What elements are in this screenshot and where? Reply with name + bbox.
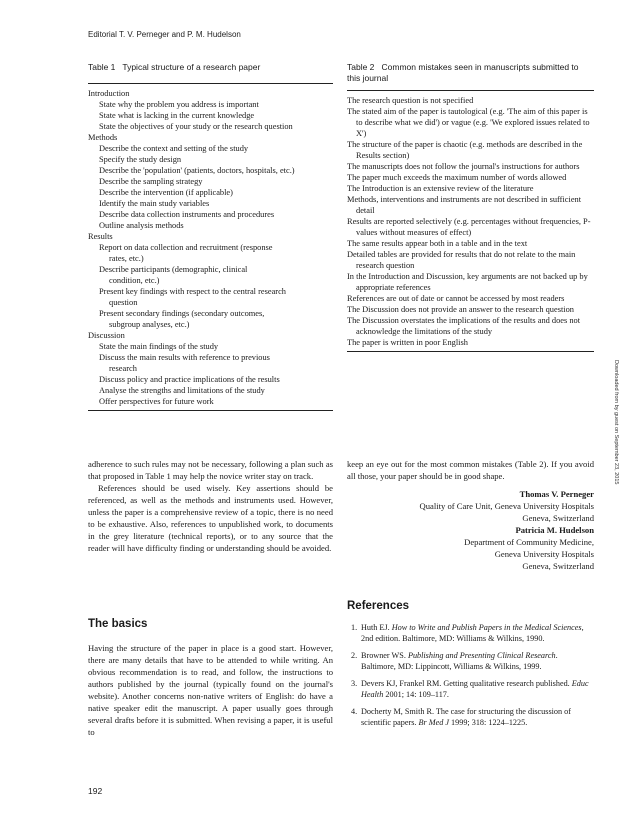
table-1-row-text: Present secondary findings (secondary outcomes, xyxy=(99,309,265,318)
table-1-item xyxy=(88,220,333,231)
author-name-1: Thomas V. Perneger xyxy=(519,489,594,499)
right-paragraph-1: keep an eye out for the most common mistakes (Table 2). If you avoid all those, your paper should be in good shape. xyxy=(347,459,594,481)
section-heading-references: References xyxy=(347,600,410,612)
reference-title: Publishing and Presenting Clinical Research xyxy=(407,651,556,660)
table-2-caption xyxy=(347,62,594,84)
table-1-row-continuation: research xyxy=(109,364,137,373)
author-affiliation-2c: Geneva, Switzerland xyxy=(522,561,594,571)
table-2-item: The stated aim of the paper is tautological (e.g. 'The aim of this paper is to describe what we did') or vague (e.g. 'We explored issues related to X') xyxy=(347,107,590,138)
table-1-row-text: Describe data collection instruments and procedures xyxy=(99,210,275,219)
table-1-section-heading xyxy=(88,88,333,99)
reference-title: Educ Health xyxy=(361,679,589,699)
table-1-item xyxy=(88,110,333,121)
the-basics-section xyxy=(88,618,333,738)
table-1-row-text: Present key findings with respect to the central research xyxy=(99,287,286,296)
table-1-row-continuation: subgroup analyses, etc.) xyxy=(109,320,190,329)
table-1-item xyxy=(88,198,333,209)
table-2-title: Common mistakes seen in manuscripts submitted to this journal xyxy=(347,62,579,83)
running-head: Editorial T. V. Perneger and P. M. Hudelson xyxy=(88,30,241,39)
table-1-row-text: State what is lacking in the current knowledge xyxy=(99,111,255,120)
table-2-item: The Discussion does not provide an answer to the research question xyxy=(347,305,574,314)
author-name-2: Patricia M. Hudelson xyxy=(515,525,594,535)
author-affiliation-2b: Geneva University Hospitals xyxy=(494,549,594,559)
references-list xyxy=(347,622,594,728)
table-1-caption xyxy=(88,62,333,73)
table-2-bottom-rule xyxy=(347,351,594,352)
reference-details: . Baltimore, MD: Lippincott, Williams & Wilkins, 1999. xyxy=(361,651,558,671)
table-1-row-text: Results xyxy=(88,232,113,241)
table-1-bottom-rule xyxy=(88,410,333,411)
table-2-item: The same results appear both in a table and in the text xyxy=(347,239,528,248)
reference-authors: Devers KJ, Frankel RM. Getting qualitative research published. xyxy=(361,679,572,688)
table-2-item: The paper much exceeds the maximum number of words allowed xyxy=(347,173,567,182)
table-1-row-text: Discussion xyxy=(88,331,125,340)
author-affiliation-2a: Department of Community Medicine, xyxy=(464,537,594,547)
table-1-row-text: State why the problem you address is important xyxy=(99,100,259,109)
table-2-item: References are out of date or cannot be accessed by most readers xyxy=(347,294,565,303)
table-1-row-text: Describe the context and setting of the study xyxy=(99,144,249,153)
table-1-item xyxy=(88,187,333,198)
table-1-row-text: Describe the 'population' (patients, doctors, hospitals, etc.) xyxy=(99,166,295,175)
table-1-row-continuation: question xyxy=(109,298,138,307)
reference-item xyxy=(347,622,594,644)
table-1-row-text: Discuss the main results with reference to previous xyxy=(99,353,270,362)
table-1-item xyxy=(88,176,333,187)
reference-number: 4. xyxy=(351,707,358,716)
table-1-row-text: Methods xyxy=(88,133,118,142)
reference-authors: Docherty M, Smith R. The case for structuring the discussion of scientific papers. xyxy=(361,707,571,727)
reference-item xyxy=(347,678,594,700)
author-affiliation-1b: Geneva, Switzerland xyxy=(522,513,594,523)
reference-authors: Browner WS. xyxy=(361,651,408,660)
page-number: 192 xyxy=(88,786,103,796)
table-1-item xyxy=(88,352,333,374)
table-1-section-heading xyxy=(88,132,333,143)
left-paragraph-1: adherence to such rules may not be necessary, following a plan such as that proposed in Table 1 may help the novice writer stay on track. xyxy=(88,459,333,481)
table-1-row-continuation: condition, etc.) xyxy=(109,276,160,285)
table-1-item xyxy=(88,99,333,110)
table-2-item: The manuscripts does not follow the journal's instructions for authors xyxy=(347,162,580,171)
table-2-item: The structure of the paper is chaotic (e.g. methods are described in the Results section) xyxy=(347,140,583,160)
reference-number: 3. xyxy=(351,679,358,688)
table-1-item xyxy=(88,286,333,308)
left-body xyxy=(88,458,333,554)
table-1-item xyxy=(88,165,333,176)
table-1-row-text: Discuss policy and practice implications of the results xyxy=(99,375,280,384)
table-2-item: The Discussion overstates the implications of the results and does not acknowledge the limitations of the study xyxy=(347,316,581,336)
table-1-row-continuation: rates, etc.) xyxy=(109,254,144,263)
table-1-row-text: Describe participants (demographic, clinical xyxy=(99,265,248,274)
table-1-item xyxy=(88,242,333,264)
reference-number: 2. xyxy=(351,651,358,660)
table-1-row-text: Introduction xyxy=(88,89,130,98)
table-1-row-text: Offer perspectives for future work xyxy=(99,397,214,406)
left-paragraph-2: References should be used wisely. Key assertions should be referenced, as well as the methods and instruments used. However, unless the paper is a comprehensive review of a topic, there is no need to be exhaustive. Also, references to unpublished work, to documents in the grey literature (technical reports), or to any source that the reader will have difficulty finding or understanding should be avoided. xyxy=(88,483,333,553)
table-1-row-text: Describe the intervention (if applicable) xyxy=(99,188,233,197)
table-2 xyxy=(347,62,594,352)
table-1-row-text: State the main findings of the study xyxy=(99,342,219,351)
table-1 xyxy=(88,62,333,411)
reference-item xyxy=(347,650,594,672)
table-1-item xyxy=(88,264,333,286)
table-2-item: The Introduction is an extensive review of the literature xyxy=(347,184,534,193)
reference-details: 2001; 14: 109–117. xyxy=(383,690,449,699)
table-2-item: Detailed tables are provided for results that do not relate to the main research question xyxy=(347,250,576,270)
table-1-item xyxy=(88,374,333,385)
table-2-item: In the Introduction and Discussion, key arguments are not backed up by appropriate references xyxy=(347,272,588,292)
table-2-body xyxy=(347,91,594,351)
table-2-label: Table 2 xyxy=(347,62,375,72)
table-2-item: The research question is not specified xyxy=(347,96,474,105)
table-1-item xyxy=(88,385,333,396)
table-1-row-text: Analyse the strengths and limitations of the study xyxy=(99,386,265,395)
reference-title: How to Write and Publish Papers in the Medical Sciences xyxy=(391,623,582,632)
reference-title: Br Med J xyxy=(418,718,449,727)
table-1-section-heading xyxy=(88,231,333,242)
table-1-label: Table 1 xyxy=(88,62,116,72)
reference-number: 1. xyxy=(351,623,358,632)
table-1-row-text: Describe the sampling strategy xyxy=(99,177,203,186)
download-watermark: Downloaded from by guest on September 23, 2015 xyxy=(613,360,619,485)
table-1-row-text: Report on data collection and recruitment (response xyxy=(99,243,273,252)
table-1-item xyxy=(88,209,333,220)
table-2-item: Methods, interventions and instruments are not described in sufficient detail xyxy=(347,195,582,215)
table-1-row-text: State the objectives of your study or the research question xyxy=(99,122,293,131)
reference-authors: Huth EJ. xyxy=(361,623,392,632)
section-heading-the-basics: The basics xyxy=(88,618,148,630)
table-1-item xyxy=(88,121,333,132)
right-body xyxy=(347,458,594,572)
table-1-row-text: Specify the study design xyxy=(99,155,182,164)
author-affiliation-1a: Quality of Care Unit, Geneva University Hospitals xyxy=(419,501,594,511)
table-1-item xyxy=(88,308,333,330)
reference-item xyxy=(347,706,594,728)
references-section xyxy=(347,600,594,734)
table-1-item xyxy=(88,341,333,352)
table-2-item: The paper is written in poor English xyxy=(347,338,468,347)
table-1-row-text: Outline analysis methods xyxy=(99,221,184,230)
table-1-item xyxy=(88,396,333,407)
left-paragraph-3: Having the structure of the paper in place is a good start. However, there are many details that have to be attended to while writing. An obvious recommendation is to read, and follow, the instructions to authors published by the journal (typically found on the journal's website). Another concerns non-native writers of English: do have a native speaker edit the manuscript. A paper usually goes through several drafts before it is submitted. When revising a paper, it is useful to xyxy=(88,643,333,737)
reference-details: , 2nd edition. Baltimore, MD: Williams & Wilkins, 1990. xyxy=(361,623,584,643)
author-signature xyxy=(347,488,594,572)
table-1-item xyxy=(88,154,333,165)
table-2-item: Results are reported selectively (e.g. percentages without frequencies, P-values without measures of effect) xyxy=(347,217,591,237)
table-1-title: Typical structure of a research paper xyxy=(122,62,261,72)
table-1-row-text: Identify the main study variables xyxy=(99,199,210,208)
table-1-body xyxy=(88,84,333,410)
reference-details: 1999; 318: 1224–1225. xyxy=(449,718,528,727)
table-1-item xyxy=(88,143,333,154)
table-1-section-heading xyxy=(88,330,333,341)
